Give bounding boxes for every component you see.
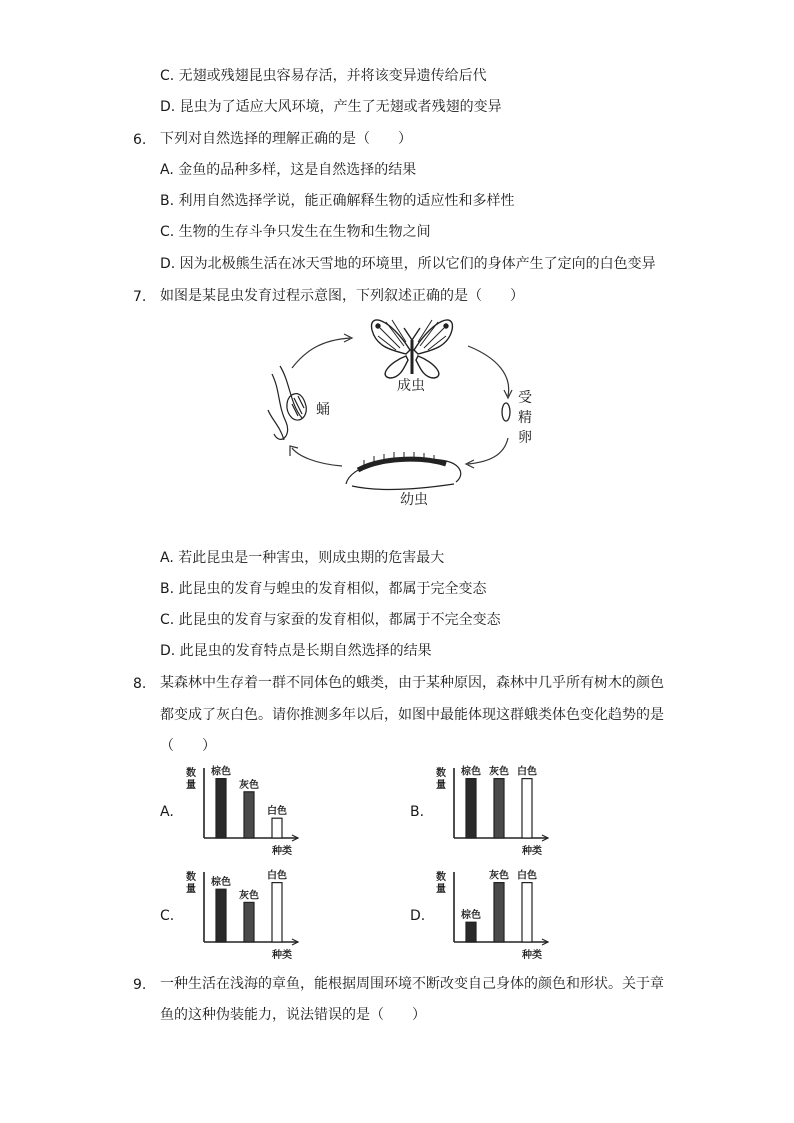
bar-label-2: 灰色 xyxy=(239,779,259,791)
egg-label-3: 卵 xyxy=(518,430,532,446)
q7-option-a: A. 若此昆虫是一种害虫，则成虫期的危害最大 xyxy=(160,550,445,566)
bar-label-2: 灰色 xyxy=(239,890,259,902)
q8-option-a-letter: A. xyxy=(160,804,174,820)
y-axis-label: 数量 xyxy=(186,872,196,895)
q9-number: 9. xyxy=(133,977,147,993)
q7-number: 7. xyxy=(133,289,147,305)
bar-1 xyxy=(466,922,476,942)
bar-label-2: 灰色 xyxy=(489,870,509,882)
q7-option-b: B. 此昆虫的发育与蝗虫的发育相似，都属于完全变态 xyxy=(160,581,487,597)
bar-2 xyxy=(244,902,254,942)
bar-3 xyxy=(522,883,532,942)
q8-stem-line3: （ ） xyxy=(160,738,216,754)
q7-option-c: C. 此昆虫的发育与家蚕的发育相似，都属于不完全变态 xyxy=(160,612,501,628)
x-axis-label: 种类 xyxy=(272,846,292,857)
q8-number: 8. xyxy=(133,676,147,692)
life-cycle-diagram xyxy=(250,310,550,510)
cycle-arrows xyxy=(290,334,512,468)
x-axis-label: 种类 xyxy=(522,846,542,857)
bar-chart-a xyxy=(178,762,306,858)
q9-stem-line2: 鱼的这种伪装能力，说法错误的是（ ） xyxy=(160,1007,426,1023)
bar-1 xyxy=(466,779,476,838)
x-axis-label: 种类 xyxy=(522,950,542,961)
adult-label: 成虫 xyxy=(397,378,425,394)
bar-3 xyxy=(272,883,282,942)
bar-1 xyxy=(216,889,226,942)
bar-label-1: 棕色 xyxy=(461,766,481,778)
bar-chart-b xyxy=(428,762,556,858)
bar-label-3: 白色 xyxy=(517,766,537,778)
q5-option-c: C. 无翅或残翅昆虫容易存活，并将该变异遗传给后代 xyxy=(160,68,487,84)
pupa-label: 蛹 xyxy=(316,402,330,418)
y-axis-label: 数量 xyxy=(436,768,446,791)
egg-label-1: 受 xyxy=(518,390,532,406)
q6-option-c: C. 生物的生存斗争只发生在生物和生物之间 xyxy=(160,224,431,240)
q8-stem-line1: 某森林中生存着一群不同体色的蛾类，由于某种原因，森林中几乎所有树木的颜色 xyxy=(160,675,664,691)
larva-label: 幼虫 xyxy=(400,492,428,508)
bar-chart-c xyxy=(178,866,306,962)
q7-option-d: D. 此昆虫的发育特点是长期自然选择的结果 xyxy=(160,643,432,659)
q8-option-b-letter: B. xyxy=(410,804,425,820)
q8-stem-line2: 都变成了灰白色。请你推测多年以后，如图中最能体现这群蛾类体色变化趋势的是 xyxy=(160,707,664,723)
butterfly-illustration xyxy=(372,320,453,378)
q7-stem: 如图是某昆虫发育过程示意图，下列叙述正确的是（ ） xyxy=(160,288,524,304)
x-axis-label: 种类 xyxy=(272,950,292,961)
q6-stem: 下列对自然选择的理解正确的是（ ） xyxy=(160,131,412,147)
q6-option-d: D. 因为北极熊生活在冰天雪地的环境里，所以它们的身体产生了定向的白色变异 xyxy=(160,256,656,272)
q6-number: 6. xyxy=(133,132,147,148)
larva-illustration xyxy=(346,452,461,490)
y-axis-label: 数量 xyxy=(186,768,196,791)
q9-stem-line1: 一种生活在浅海的章鱼，能根据周围环境不断改变自己身体的颜色和形状。关于章 xyxy=(160,976,664,992)
bar-3 xyxy=(272,818,282,838)
bar-2 xyxy=(494,883,504,942)
bar-chart-d xyxy=(428,866,556,962)
q6-option-b: B. 利用自然选择学说，能正确解释生物的适应性和多样性 xyxy=(160,193,515,209)
bar-2 xyxy=(244,792,254,838)
bar-label-1: 棕色 xyxy=(461,910,481,922)
q8-option-d-letter: D. xyxy=(410,908,426,924)
y-axis-label: 数量 xyxy=(436,872,446,895)
bar-2 xyxy=(494,779,504,838)
q5-option-d: D. 昆虫为了适应大风环境，产生了无翅或者残翅的变异 xyxy=(160,99,502,115)
bar-label-3: 白色 xyxy=(267,870,287,882)
bar-label-3: 白色 xyxy=(267,806,287,818)
q6-option-a: A. 金鱼的品种多样，这是自然选择的结果 xyxy=(160,162,417,178)
bar-label-2: 灰色 xyxy=(489,766,509,778)
egg-illustration xyxy=(502,403,510,421)
bar-1 xyxy=(216,779,226,838)
bar-label-1: 棕色 xyxy=(211,766,231,778)
q8-option-c-letter: C. xyxy=(160,908,175,924)
egg-label-2: 精 xyxy=(518,410,532,426)
pupa-illustration xyxy=(268,366,306,440)
bar-label-3: 白色 xyxy=(517,870,537,882)
bar-label-1: 棕色 xyxy=(211,877,231,889)
bar-3 xyxy=(522,779,532,838)
